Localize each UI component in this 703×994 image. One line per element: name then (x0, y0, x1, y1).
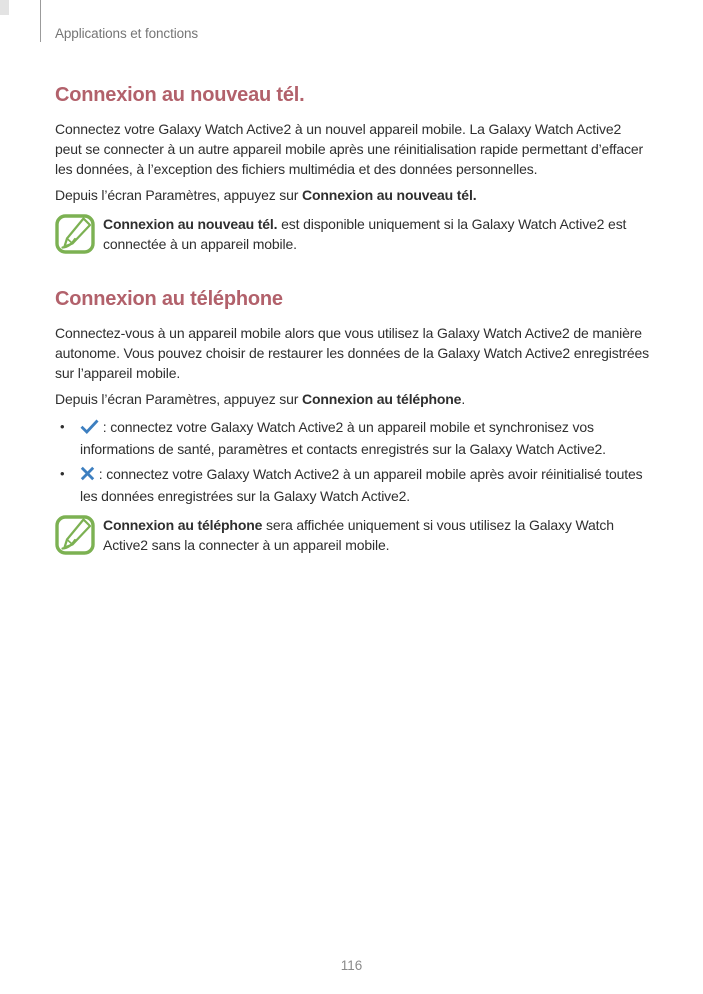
bullet-text: : connectez votre Galaxy Watch Active2 à un appareil mobile après avoir réinitialisé toutes les données enregistrées sur la Galaxy Watch Active2. (80, 466, 643, 504)
bullet-text: : connectez votre Galaxy Watch Active2 à un appareil mobile et synchronisez vos informations de santé, paramètres et contacts enregistrés sur la Galaxy Watch Active2. (80, 419, 606, 457)
page-number: 116 (340, 958, 363, 973)
paragraph (55, 119, 651, 179)
section-title-nouveau-tel: Connexion au nouveau tél. (55, 84, 305, 106)
path-target-bold: Connexion au nouveau tél. (302, 187, 477, 203)
corner-mark (0, 0, 9, 15)
note-box (55, 212, 651, 254)
note-text (103, 515, 648, 555)
path-prefix: Depuis l’écran Paramètres, appuyez sur (55, 391, 303, 407)
settings-path-paragraph (55, 389, 651, 409)
note-body: sera affichée uniquement si vous utilisez la Galaxy Watch Active2 sans la connecter à un appareil mobile. (103, 517, 614, 553)
note-body: est disponible uniquement si la Galaxy Watch Active2 est connectée à un appareil mobile. (103, 216, 627, 252)
cross-icon (80, 468, 95, 484)
note-pencil-icon (55, 214, 95, 254)
check-icon (80, 421, 99, 437)
note-pencil-icon (55, 515, 95, 555)
page-content (55, 84, 651, 555)
paragraph-text: Connectez-vous à un appareil mobile alors que vous utilisez la Galaxy Watch Active2 de manière autonome. Vous pouvez choisir de restaurer les données de la Galaxy Watch Active2 enregistrées sur l’appareil mobile. (55, 325, 649, 381)
note-bold-label: Connexion au nouveau tél. (103, 216, 278, 232)
settings-path-paragraph (55, 185, 651, 205)
path-prefix: Depuis l’écran Paramètres, appuyez sur (55, 187, 303, 203)
header-divider (40, 0, 41, 42)
bullet-item-check (55, 417, 651, 459)
section-title-telephone: Connexion au téléphone (55, 288, 283, 310)
bullet-item-cross (55, 464, 651, 506)
paragraph-text: Connectez votre Galaxy Watch Active2 à un nouvel appareil mobile. La Galaxy Watch Active2 peut se connecter à un autre appareil mobile après une réinitialisation rapide permettant d’effacer les données, à l’exception des fichiers multimédia et des données personnelles. (55, 121, 644, 177)
note-box (55, 513, 651, 555)
path-suffix: . (461, 391, 466, 407)
bullet-dot: • (60, 419, 65, 434)
paragraph (55, 323, 651, 383)
bullet-list (55, 417, 651, 506)
note-bold-label: Connexion au téléphone (103, 517, 263, 533)
running-header: Applications et fonctions (55, 26, 199, 41)
path-target-bold: Connexion au téléphone (302, 391, 462, 407)
note-text (103, 214, 648, 254)
bullet-dot: • (60, 466, 65, 481)
